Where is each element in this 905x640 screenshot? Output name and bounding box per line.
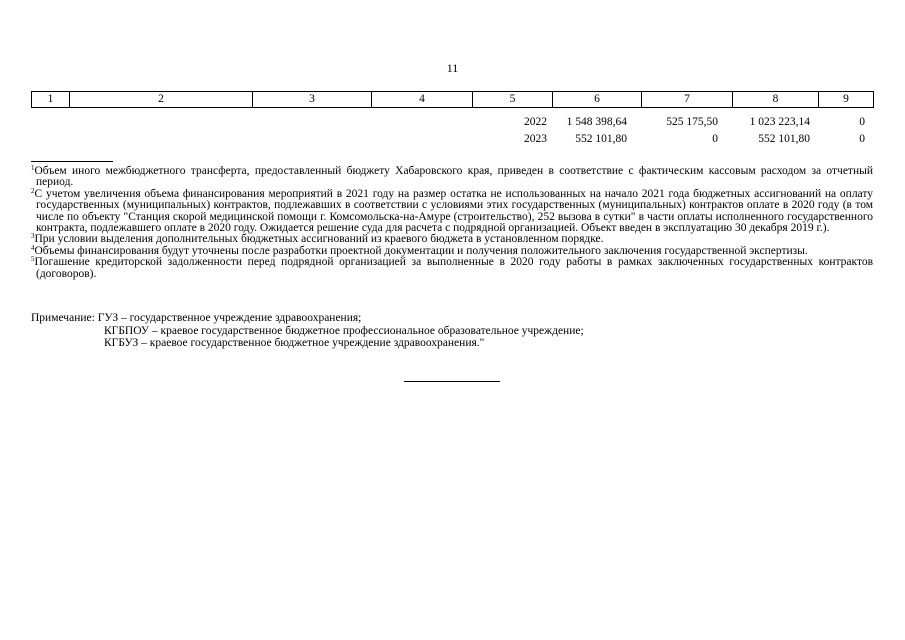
- footnote-text: Погашение кредиторской задолженности перед подрядной организацией за выполненные в 2020 году работы в рамках заключенных государственных контрактов (договоров).: [34, 256, 873, 280]
- amount-cell: 1 548 398,64: [566, 116, 627, 128]
- column-number-header: [31, 91, 874, 108]
- footnote-text: Объем иного межбюджетного трансферта, предоставленный бюджету Хабаровского края, приведен в соответствие с фактическим кассовым расходом за отчетный период.: [34, 165, 873, 189]
- header-cell: 9: [819, 92, 874, 108]
- amount-cell: 1 023 223,14: [749, 116, 810, 128]
- amount-cell: 0: [859, 133, 865, 145]
- header-cell: 1: [32, 92, 70, 108]
- header-cell: 2: [70, 92, 253, 108]
- note-line: КГБУЗ – краевое государственное бюджетное учреждение здравоохранения.": [104, 337, 485, 349]
- amount-cell: 0: [712, 133, 718, 145]
- footnote: [31, 257, 873, 280]
- footnote-mark: 3: [31, 232, 35, 241]
- year-cell: 2023: [524, 133, 547, 145]
- footnote: [31, 166, 873, 189]
- footnote: [31, 186, 873, 235]
- footnote-mark: 5: [31, 255, 35, 264]
- note-line: ГУЗ – государственное учреждение здравоохранения;: [97, 312, 362, 324]
- amount-cell: 552 101,80: [575, 133, 627, 145]
- header-cell: 5: [473, 92, 553, 108]
- amount-cell: 0: [859, 116, 865, 128]
- footnote-mark: 4: [31, 243, 35, 252]
- header-row: [32, 92, 874, 108]
- page-number: 11: [446, 61, 459, 75]
- header-cell: 7: [642, 92, 733, 108]
- header-cell: 4: [372, 92, 473, 108]
- year-cell: 2022: [524, 116, 547, 128]
- footnotes: [31, 166, 873, 280]
- footnote-separator: [31, 161, 113, 162]
- end-separator: [404, 381, 500, 382]
- footnote-text: При условии выделения дополнительных бюджетных ассигнований из краевого бюджета в установленном порядке.: [34, 233, 604, 246]
- table-row: [31, 131, 873, 148]
- note-line: КГБПОУ – краевое государственное бюджетное профессиональное образовательное учреждение;: [104, 324, 584, 337]
- amount-cell: 525 175,50: [666, 116, 718, 128]
- amount-cell: 552 101,80: [758, 133, 810, 145]
- footnote-text: С учетом увеличения объема финансирования мероприятий в 2021 году на размер остатка не использованных на начало 2021 года бюджетных ассигнований на оплату государственных (муниципальных) контрактов, подлежавших в соответствии с условиями этих государственных (муниципальных) контрактов оплате в 2020 году (в том числе по объекту "Станция скорой медицинской помощи г. Комсомольска-на-Амуре (строительство), 252 вызова в сутки" в части оплаты исполненного государственного контракта, подлежавшего оплате в 2020 году. Ожидается решение суда для расчета с подрядной организацией. Объект введен в эксплуатацию 30 декабря 2019 г.).: [34, 187, 873, 235]
- abbreviation-notes: [31, 312, 873, 350]
- header-cell: 8: [733, 92, 819, 108]
- table-row: [31, 114, 873, 131]
- funding-data-table: [31, 114, 873, 148]
- footnote-text: Объемы финансирования будут уточнены после разработки проектной документации и получения положительного заключения государственной экспертизы.: [34, 244, 808, 257]
- header-cell: 3: [253, 92, 372, 108]
- notes-label: Примечание:: [31, 312, 95, 324]
- header-cell: 6: [553, 92, 642, 108]
- footnote-mark: 2: [31, 186, 35, 195]
- footnote-mark: 1: [31, 164, 35, 172]
